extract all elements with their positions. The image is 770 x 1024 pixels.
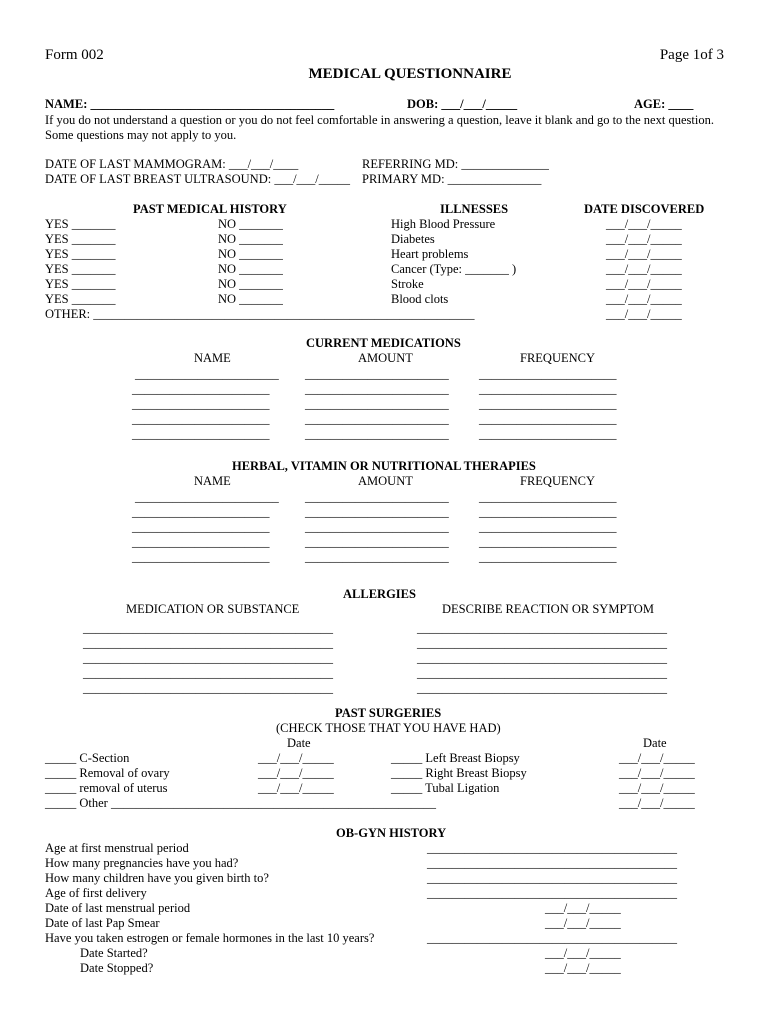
yes-field[interactable]: YES _______: [45, 217, 116, 231]
form-id: Form 002: [45, 47, 104, 63]
date-discovered-field[interactable]: ___/___/_____: [606, 217, 682, 231]
medication-frequency-column: FREQUENCY: [520, 351, 596, 365]
past-medical-history-heading: PAST MEDICAL HISTORY: [133, 202, 287, 216]
age-field[interactable]: AGE: ____: [634, 97, 694, 111]
allergy-medication-column: MEDICATION OR SUBSTANCE: [126, 602, 300, 616]
medication-frequency-field[interactable]: ______________________: [479, 382, 617, 396]
illness-label: Stroke: [391, 277, 424, 291]
medication-amount-column: AMOUNT: [358, 351, 413, 365]
other-surgery-field[interactable]: _____ Other ____________________________________________________: [45, 796, 436, 810]
primary-md-field[interactable]: PRIMARY MD: _______________: [362, 172, 542, 186]
therapy-amount-field[interactable]: _______________________: [305, 505, 449, 519]
medication-name-field[interactable]: ______________________: [132, 427, 270, 441]
therapy-amount-column: AMOUNT: [358, 474, 413, 488]
therapy-name-column: NAME: [194, 474, 231, 488]
removal-of-ovary-checkbox[interactable]: _____ Removal of ovary: [45, 766, 170, 780]
page-number: Page 1of 3: [659, 47, 724, 63]
c-section-checkbox[interactable]: _____ C-Section: [45, 751, 130, 765]
surgery-date-label: Date: [287, 736, 311, 750]
date-started-label: Date Started?: [80, 946, 148, 960]
therapy-name-field[interactable]: ______________________: [132, 520, 270, 534]
surgery-date-label: Date: [643, 736, 667, 750]
date-discovered-heading: DATE DISCOVERED: [584, 202, 705, 216]
allergy-medication-field[interactable]: ________________________________________: [83, 636, 333, 650]
obgyn-question: Date of last menstrual period: [45, 901, 191, 915]
no-field[interactable]: NO _______: [218, 277, 283, 291]
past-surgeries-subheading: (CHECK THOSE THAT YOU HAVE HAD): [276, 721, 501, 735]
illness-label: Cancer (Type: _______ ): [391, 262, 517, 276]
therapy-frequency-field[interactable]: ______________________: [479, 520, 617, 534]
medication-frequency-field[interactable]: ______________________: [479, 367, 617, 381]
obgyn-question: How many children have you given birth to?: [45, 871, 269, 885]
illness-label: High Blood Pressure: [391, 217, 496, 231]
medication-name-field[interactable]: ______________________: [132, 397, 270, 411]
surgery-date-field[interactable]: ___/___/_____: [619, 796, 695, 810]
date-stopped-label: Date Stopped?: [80, 961, 154, 975]
date-discovered-field[interactable]: ___/___/_____: [606, 247, 682, 261]
allergy-reaction-field[interactable]: ________________________________________: [417, 636, 667, 650]
illnesses-heading: ILLNESSES: [440, 202, 509, 216]
past-surgeries-heading: PAST SURGERIES: [335, 706, 442, 720]
allergy-reaction-field[interactable]: ________________________________________: [417, 681, 667, 695]
date-discovered-field[interactable]: ___/___/_____: [606, 307, 682, 321]
surgery-date-field[interactable]: ___/___/_____: [619, 766, 695, 780]
therapy-frequency-field[interactable]: ______________________: [479, 535, 617, 549]
date-discovered-field[interactable]: ___/___/_____: [606, 277, 682, 291]
therapy-amount-field[interactable]: _______________________: [305, 490, 449, 504]
other-history-field[interactable]: OTHER: _____________________________________________________________: [45, 307, 475, 321]
yes-field[interactable]: YES _______: [45, 277, 116, 291]
last-pap-smear-date-field[interactable]: ___/___/_____: [545, 916, 621, 930]
yes-field[interactable]: YES _______: [45, 292, 116, 306]
current-medications-heading: CURRENT MEDICATIONS: [306, 336, 461, 350]
medication-name-column: NAME: [194, 351, 231, 365]
estrogen-answer-field[interactable]: ________________________________________: [427, 931, 677, 945]
allergy-medication-field[interactable]: ________________________________________: [83, 651, 333, 665]
first-menstrual-age-field[interactable]: ________________________________________: [427, 841, 677, 855]
removal-of-uterus-checkbox[interactable]: _____ removal of uterus: [45, 781, 168, 795]
medication-amount-field[interactable]: _______________________: [305, 367, 449, 381]
surgery-date-field[interactable]: ___/___/_____: [258, 781, 334, 795]
therapy-amount-field[interactable]: _______________________: [305, 520, 449, 534]
medication-amount-field[interactable]: _______________________: [305, 427, 449, 441]
therapies-heading: HERBAL, VITAMIN OR NUTRITIONAL THERAPIES: [232, 459, 536, 473]
page-title: MEDICAL QUESTIONNAIRE: [308, 66, 512, 82]
date-discovered-field[interactable]: ___/___/_____: [606, 292, 682, 306]
no-field[interactable]: NO _______: [218, 247, 283, 261]
allergy-reaction-field[interactable]: ________________________________________: [417, 621, 667, 635]
dob-field[interactable]: DOB: ___/___/_____: [407, 97, 518, 111]
last-menstrual-date-field[interactable]: ___/___/_____: [545, 901, 621, 915]
right-breast-biopsy-checkbox[interactable]: _____ Right Breast Biopsy: [391, 766, 527, 780]
medication-amount-field[interactable]: _______________________: [305, 382, 449, 396]
allergy-reaction-field[interactable]: ________________________________________: [417, 651, 667, 665]
obgyn-question: Age of first delivery: [45, 886, 147, 900]
surgery-date-field[interactable]: ___/___/_____: [619, 781, 695, 795]
medication-amount-field[interactable]: _______________________: [305, 412, 449, 426]
medication-name-field[interactable]: ______________________: [132, 412, 270, 426]
therapy-frequency-field[interactable]: ______________________: [479, 505, 617, 519]
date-discovered-field[interactable]: ___/___/_____: [606, 262, 682, 276]
therapy-name-field[interactable]: ______________________: [132, 505, 270, 519]
obgyn-question: Date of last Pap Smear: [45, 916, 160, 930]
surgery-date-field[interactable]: ___/___/_____: [619, 751, 695, 765]
left-breast-biopsy-checkbox[interactable]: _____ Left Breast Biopsy: [391, 751, 520, 765]
no-field[interactable]: NO _______: [218, 262, 283, 276]
pregnancies-field[interactable]: ________________________________________: [427, 856, 677, 870]
therapy-frequency-field[interactable]: ______________________: [479, 490, 617, 504]
tubal-ligation-checkbox[interactable]: _____ Tubal Ligation: [391, 781, 500, 795]
allergy-medication-field[interactable]: ________________________________________: [83, 666, 333, 680]
no-field[interactable]: NO _______: [218, 232, 283, 246]
therapy-name-field[interactable]: ______________________: [132, 550, 270, 564]
surgery-date-field[interactable]: ___/___/_____: [258, 751, 334, 765]
therapy-frequency-field[interactable]: ______________________: [479, 550, 617, 564]
mammogram-date-field[interactable]: DATE OF LAST MAMMOGRAM: ___/___/____: [45, 157, 299, 171]
illness-label: Blood clots: [391, 292, 449, 306]
obgyn-question: Age at first menstrual period: [45, 841, 189, 855]
therapy-amount-field[interactable]: _______________________: [305, 535, 449, 549]
allergy-medication-field[interactable]: ________________________________________: [83, 681, 333, 695]
surgery-date-field[interactable]: ___/___/_____: [258, 766, 334, 780]
children-born-field[interactable]: ________________________________________: [427, 871, 677, 885]
instructions-line-2: Some questions may not apply to you.: [45, 128, 237, 142]
date-discovered-field[interactable]: ___/___/_____: [606, 232, 682, 246]
allergy-reaction-column: DESCRIBE REACTION OR SYMPTOM: [442, 602, 654, 616]
medication-frequency-field[interactable]: ______________________: [479, 397, 617, 411]
medication-frequency-field[interactable]: ______________________: [479, 412, 617, 426]
therapy-name-field[interactable]: ______________________: [132, 535, 270, 549]
obgyn-question: Have you taken estrogen or female hormones in the last 10 years?: [45, 931, 375, 945]
name-field[interactable]: NAME: _______________________________________: [45, 97, 335, 111]
medication-amount-field[interactable]: _______________________: [305, 397, 449, 411]
ultrasound-date-field[interactable]: DATE OF LAST BREAST ULTRASOUND: ___/___/_____: [45, 172, 351, 186]
obgyn-question: How many pregnancies have you had?: [45, 856, 239, 870]
yes-field[interactable]: YES _______: [45, 232, 116, 246]
illness-label: Diabetes: [391, 232, 435, 246]
medication-name-field[interactable]: _______________________: [135, 367, 279, 381]
illness-label: Heart problems: [391, 247, 469, 261]
date-started-field[interactable]: ___/___/_____: [545, 946, 621, 960]
referring-md-field[interactable]: REFERRING MD: ______________: [362, 157, 549, 171]
yes-field[interactable]: YES _______: [45, 247, 116, 261]
instructions-line-1: If you do not understand a question or you do not feel comfortable in answering a question, leave it blank and go to the next question.: [45, 113, 714, 127]
therapy-name-field[interactable]: _______________________: [135, 490, 279, 504]
allergy-medication-field[interactable]: ________________________________________: [83, 621, 333, 635]
therapy-frequency-column: FREQUENCY: [520, 474, 596, 488]
medication-name-field[interactable]: ______________________: [132, 382, 270, 396]
no-field[interactable]: NO _______: [218, 217, 283, 231]
first-delivery-age-field[interactable]: ________________________________________: [427, 886, 677, 900]
date-stopped-field[interactable]: ___/___/_____: [545, 961, 621, 975]
obgyn-heading: OB-GYN HISTORY: [336, 826, 447, 840]
allergy-reaction-field[interactable]: ________________________________________: [417, 666, 667, 680]
yes-field[interactable]: YES _______: [45, 262, 116, 276]
no-field[interactable]: NO _______: [218, 292, 283, 306]
allergies-heading: ALLERGIES: [343, 587, 416, 601]
therapy-amount-field[interactable]: _______________________: [305, 550, 449, 564]
medication-frequency-field[interactable]: ______________________: [479, 427, 617, 441]
